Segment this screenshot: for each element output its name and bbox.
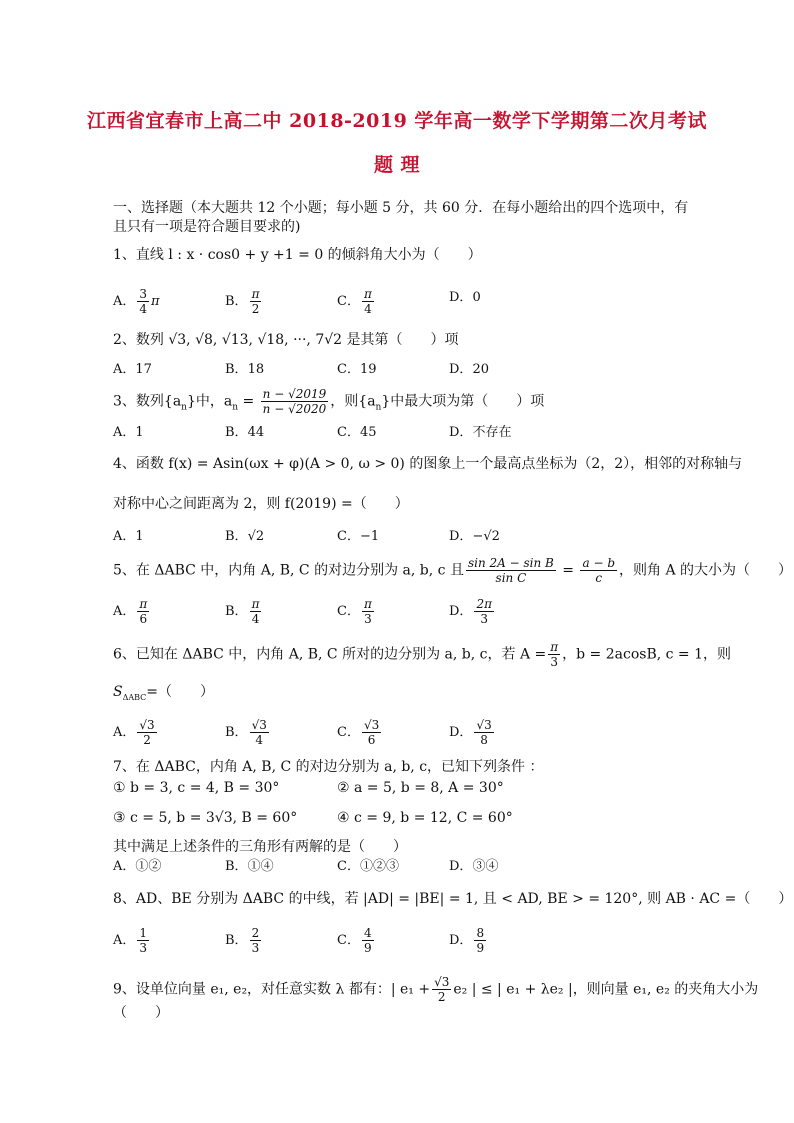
q7-option-b: B．①④ xyxy=(225,859,274,874)
q3-option-a: A．1 xyxy=(113,425,144,440)
q2-option-c: C．19 xyxy=(337,362,377,377)
question-6-stem-cont: $S_{\Delta ABC}=$（ ） xyxy=(113,684,215,702)
q4-option-b: B．√2 xyxy=(225,529,265,544)
q3-option-d: D．不存在 xyxy=(449,425,512,440)
question-5-stem: 5、在 ΔABC 中，内角 A, B, C 的对边分别为 a, b, c 且 $\frac{\text{sin 2A − sin B}}{\text{sin C}}$ = $\frac{a - b}{c}$ ，则角 A 的大小为（ ） xyxy=(113,556,793,585)
section-heading-cont: 且只有一项是符合题目要求的) xyxy=(113,219,301,235)
question-9-stem: 9、设单位向量 e₁, e₂，对任意实数 λ 都有：| e₁ + $\frac{√3}{2}$ e₂ | ≤ | e₁ + λe₂ |，则向量 e₁, e₂ 的夹角大小为 xyxy=(113,975,759,1004)
exam-title-line2: 题 理 xyxy=(373,154,421,176)
q8-option-d: D． $\frac{8}{9}$ xyxy=(449,926,485,955)
q1-option-d: D．0 xyxy=(449,290,481,305)
q5-option-a: A． $\frac{\pi}{6}$ xyxy=(113,597,148,626)
q2-option-d: D．20 xyxy=(449,362,489,377)
q7-condition-4: ④ c = 9, b = 12, C = 60° xyxy=(337,810,513,826)
q5-option-c: C． $\frac{\pi}{3}$ xyxy=(337,597,372,626)
q4-option-d: D．−√2 xyxy=(449,529,500,544)
question-4-stem: 4、函数 f(x) = Asin(ωx + φ)(A > 0, ω > 0) 的图象上一个最高点坐标为（2，2），相邻的对称轴与 xyxy=(113,456,743,472)
question-4-stem-cont: 对称中心之间距离为 2，则 f(2019) =（ ） xyxy=(113,496,409,512)
question-1-stem: 1、直线 l : x · cos0 + y +1 = 0 的倾斜角大小为（ ） xyxy=(113,247,482,263)
exam-title-line1: 江西省宜春市上高二中 2018-2019 学年高一数学下学期第二次月考试 xyxy=(87,110,707,132)
q7-condition-3: ③ c = 5, b = 3√3, B = 60° xyxy=(113,810,298,826)
question-9-stem-cont: （ ） xyxy=(113,1005,169,1021)
section-heading: 一、选择题（本大题共 12 个小题；每小题 5 分，共 60 分．在每小题给出的四个选项中，有 xyxy=(113,200,689,216)
q4-option-c: C．−1 xyxy=(337,529,380,544)
q6-option-d: D． $\frac{√3}{8}$ xyxy=(449,718,492,747)
q4-option-a: A．1 xyxy=(113,529,144,544)
q1-option-a: A． $\frac{3}{4}$ π xyxy=(113,287,160,316)
q8-option-c: C． $\frac{4}{9}$ xyxy=(337,926,372,955)
q7-condition-1: ① b = 3, c = 4, B = 30° xyxy=(113,780,280,796)
q1-option-b: B． $\frac{\pi}{2}$ xyxy=(225,287,260,316)
q2-option-a: A．17 xyxy=(113,362,152,377)
q6-option-b: B． $\frac{√3}{4}$ xyxy=(225,718,267,747)
q1-option-c: C． $\frac{\pi}{4}$ xyxy=(337,287,372,316)
q8-option-b: B． $\frac{2}{3}$ xyxy=(225,926,260,955)
q6-option-c: C． $\frac{√3}{6}$ xyxy=(337,718,380,747)
q7-option-d: D．③④ xyxy=(449,859,499,874)
q8-option-a: A． $\frac{1}{3}$ xyxy=(113,926,148,955)
q5-option-b: B． $\frac{\pi}{4}$ xyxy=(225,597,260,626)
question-7-stem-cont: 其中满足上述条件的三角形有两解的是（ ） xyxy=(113,839,407,855)
q3-option-b: B．44 xyxy=(225,425,265,440)
question-7-stem: 7、在 ΔABC，内角 A, B, C 的对边分别为 a, b, c，已知下列条件 ： xyxy=(113,759,544,775)
q7-option-a: A．①② xyxy=(113,859,162,874)
q6-option-a: A． $\frac{√3}{2}$ xyxy=(113,718,155,747)
question-2-stem: 2、数列 √3, √8, √13, √18, ···, 7√2 是其第（ ）项 xyxy=(113,332,459,348)
question-6-stem: 6、已知在 ΔABC 中，内角 A, B, C 所对的边分别为 a, b, c，若 A = $\frac{\pi}{3}$ ，b = 2acosB, c = 1，则 xyxy=(113,640,732,669)
question-8-stem: 8、AD、BE 分别为 ΔABC 的中线，若 |AD| = |BE| = 1, 且 < AD, BE > = 120°, 则 AB · AC =（ ） xyxy=(113,891,793,907)
q2-option-b: B．18 xyxy=(225,362,265,377)
question-3-stem: 3、数列$\{a_n\}$中，$a_n$ = $\frac{n - √2019}{n - √2020}$ ，则$\{a_n\}$中最大项为第（ ）项 xyxy=(113,387,545,416)
q5-option-d: D． $\frac{2\pi}{3}$ xyxy=(449,597,492,626)
q7-condition-2: ② a = 5, b = 8, A = 30° xyxy=(337,780,504,796)
q3-option-c: C．45 xyxy=(337,425,377,440)
q7-option-c: C．①②③ xyxy=(337,859,399,874)
